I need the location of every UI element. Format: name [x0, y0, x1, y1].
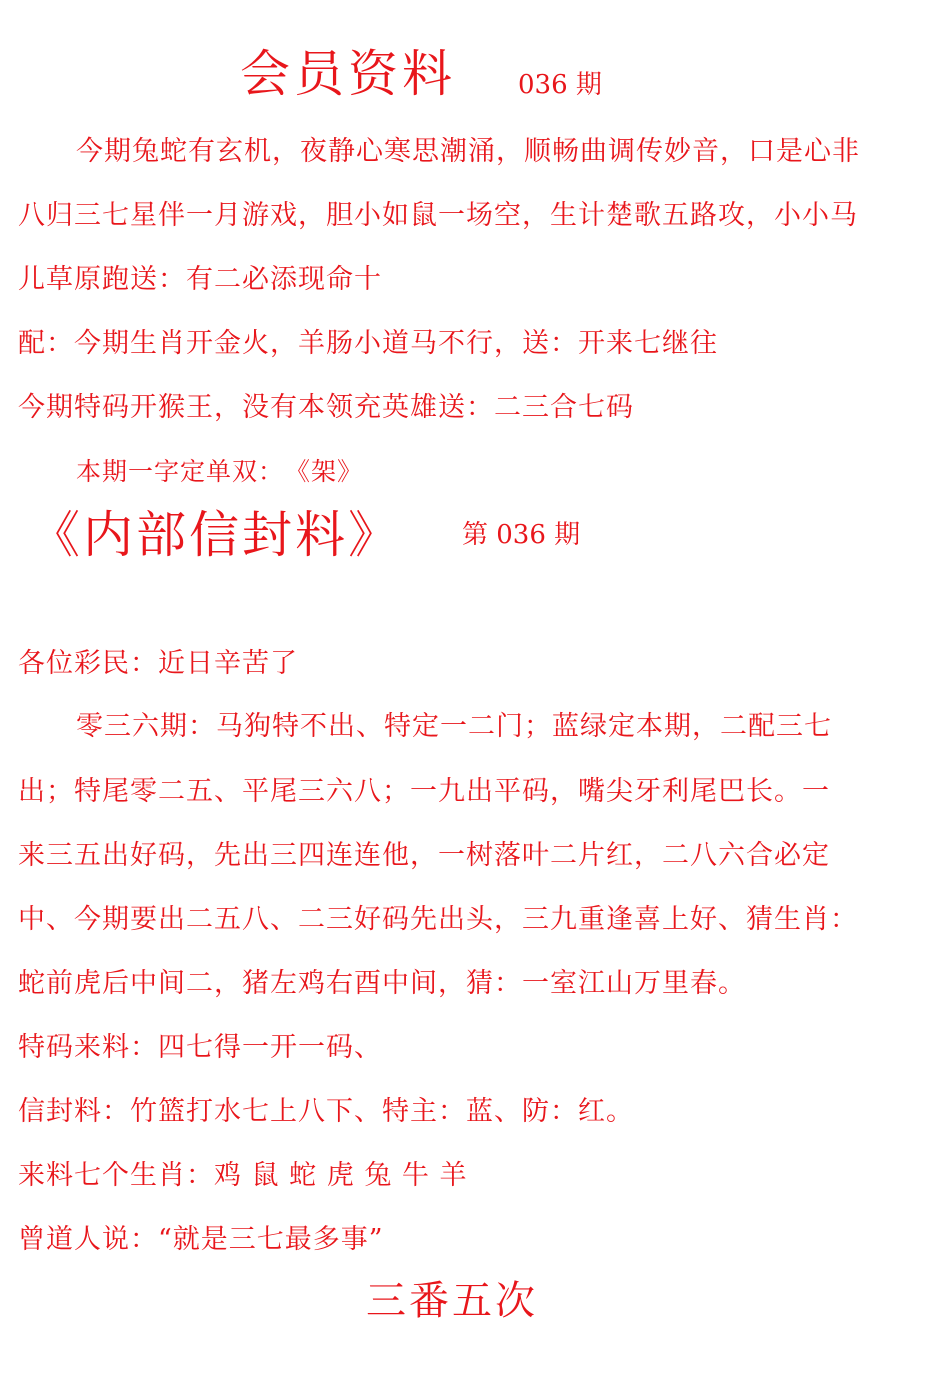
member-text-line: 八归三七星伴一月游戏，胆小如鼠一场空，生计楚歌五路攻，小小马 [18, 200, 858, 231]
member-text-line: 配：今期生肖开金火，羊肠小道马不行，送：开来七继往 [18, 328, 718, 359]
greeting: 各位彩民：近日辛苦了 [18, 648, 298, 679]
page-title: 会员资料 [240, 45, 456, 103]
envelope-title: 《内部信封料》 [30, 506, 401, 564]
member-text-line: 今期兔蛇有玄机，夜静心寒思潮涌，顺畅曲调传妙音，口是心非 [76, 136, 860, 167]
envelope-text-line: 蛇前虎后中间二，猪左鸡右酉中间，猜：一室江山万里春。 [18, 968, 746, 999]
issue-number: 036 期 [518, 70, 602, 100]
envelope-text-line: 出；特尾零二五、平尾三六八；一九出平码，嘴尖牙利尾巴长。一 [18, 776, 830, 807]
envelope-text-line: 中、今期要出二五八、二三好码先出头，三九重逢喜上好、猜生肖： [18, 904, 858, 935]
envelope-text-line: 零三六期：马狗特不出、特定一二门；蓝绿定本期，二配三七 [76, 711, 832, 742]
special-code-line: 特码来料：四七得一开一码、 [18, 1032, 382, 1063]
single-double-pick: 本期一字定单双： 《架》 [76, 457, 364, 486]
member-text-line: 今期特码开猴王，没有本领充英雄送：二三合七码 [18, 392, 634, 423]
footer-title: 三番五次 [366, 1278, 538, 1324]
zodiac-list-line: 来料七个生肖：鸡 鼠 蛇 虎 兔 牛 羊 [18, 1160, 468, 1191]
envelope-issue-number: 第 036 期 [462, 520, 581, 550]
member-text-line: 儿草原跑送：有二必添现命十 [18, 264, 382, 295]
envelope-text-line: 来三五出好码，先出三四连连他，一树落叶二片红，二八六合必定 [18, 840, 830, 871]
envelope-material-line: 信封料：竹篮打水七上八下、特主：蓝、防：红。 [18, 1096, 634, 1127]
quote-line: 曾道人说：“就是三七最多事” [18, 1224, 384, 1255]
